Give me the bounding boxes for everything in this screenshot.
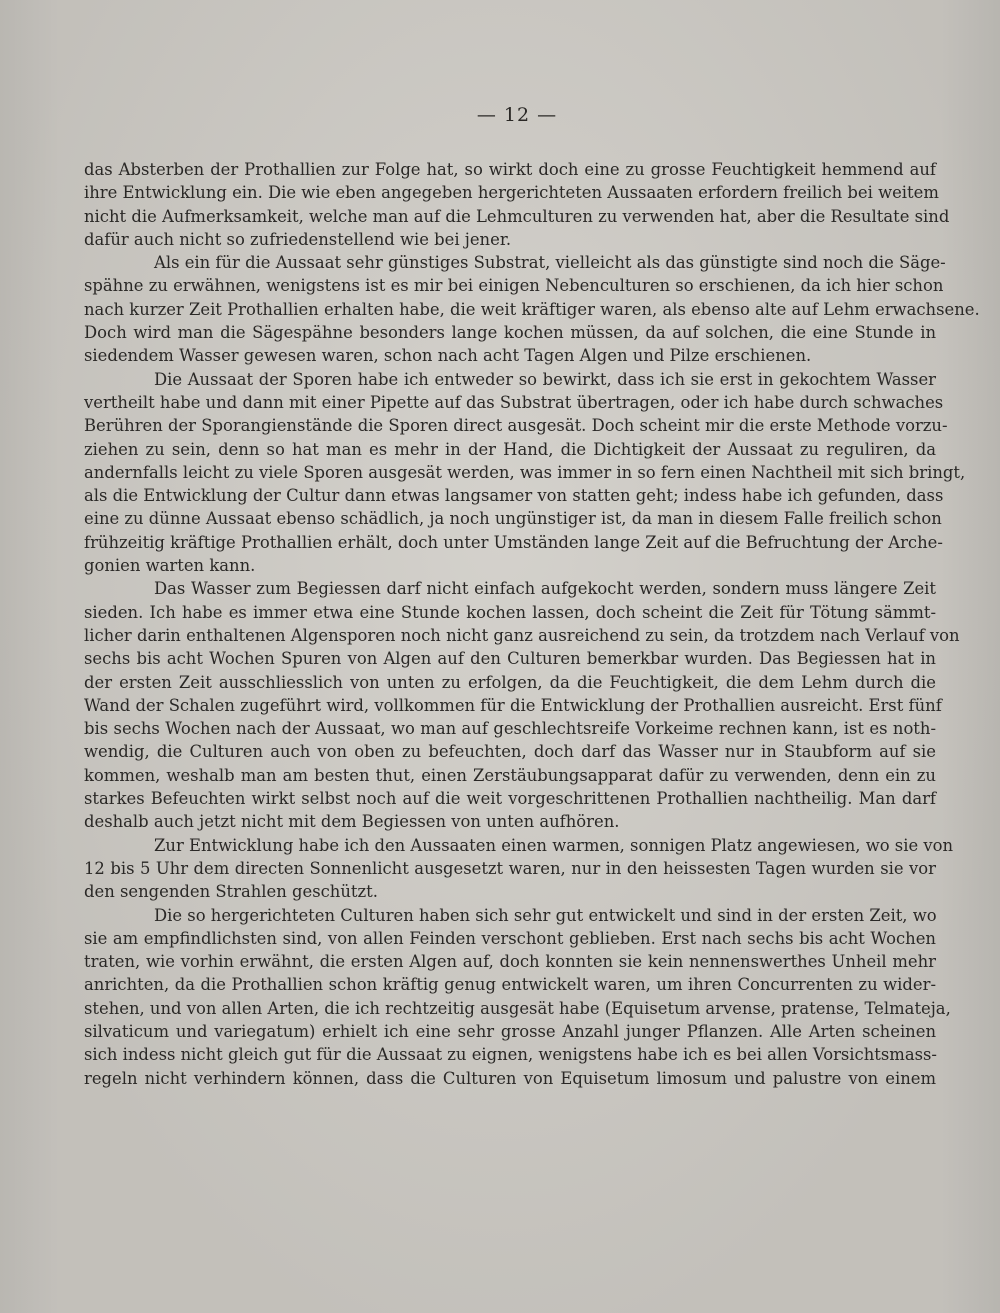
text-line: nicht die Aufmerksamkeit, welche man auf die Lehmculturen zu verwenden hat, aber die Resultate sind: [84, 206, 950, 226]
page-number: — 12 —: [476, 104, 558, 126]
text-line: ihre Entwicklung ein. Die wie eben angegeben hergerichteten Aussaaten erfordern freilich bei weitem: [84, 183, 939, 203]
text-line: regeln nicht verhindern können, dass die Culturen von Equisetum limosum und palustre von einem: [84, 1068, 936, 1088]
text-line: vertheilt habe und dann mit einer Pipette auf das Substrat übertragen, oder ich habe durch schwaches: [84, 392, 944, 412]
text-line: als die Entwicklung der Cultur dann etwas langsamer von statten geht; indess habe ich gefunden, dass: [84, 486, 944, 506]
text-line: spähne zu erwähnen, wenigstens ist es mir bei einigen Nebenculturen so erschienen, da ich hier schon: [84, 276, 944, 296]
text-line: ziehen zu sein, denn so hat man es mehr in der Hand, die Dichtigkeit der Aussaat zu reguliren, da: [84, 439, 936, 459]
text-line: sich indess nicht gleich gut für die Aussaat zu eignen, wenigstens habe ich es bei allen Vorsichtsmass-: [84, 1045, 937, 1065]
paragraph: [84, 834, 954, 904]
text-line: dafür auch nicht so zufriedenstellend wie bei jener.: [84, 229, 512, 249]
text-line: Die so hergerichteten Culturen haben sich sehr gut entwickelt und sind in der ersten Zeit, wo: [154, 905, 937, 925]
text-line: Doch wird man die Sägespähne besonders lange kochen müssen, da auf solchen, die eine Stunde in: [84, 323, 936, 343]
text-line: nach kurzer Zeit Prothallien erhalten habe, die weit kräftiger waren, als ebenso alte auf Lehm erwachsene.: [84, 299, 980, 319]
text-line: sieden. Ich habe es immer etwa eine Stunde kochen lassen, doch scheint die Zeit für Tötung sämmt-: [84, 602, 936, 622]
paragraph: [84, 158, 950, 251]
paragraph: [84, 577, 960, 833]
text-line: silvaticum und variegatum) erhielt ich eine sehr grosse Anzahl junger Pflanzen. Alle Arten scheinen: [84, 1021, 936, 1041]
paragraph: [84, 904, 951, 1090]
text-line: Zur Entwicklung habe ich den Aussaaten einen warmen, sonnigen Platz angewiesen, wo sie von: [154, 835, 954, 855]
text-line: traten, wie vorhin erwähnt, die ersten Algen auf, doch konnten sie kein nennenswerthes Unheil mehr: [84, 952, 936, 972]
text-line: Berühren der Sporangienstände die Sporen direct ausgesät. Doch scheint mir die erste Methode vorzu-: [84, 416, 948, 436]
text-line: starkes Befeuchten wirkt selbst noch auf die weit vorgeschrittenen Prothallien nachtheilig. Man darf: [84, 789, 936, 809]
text-line: bis sechs Wochen nach der Aussaat, wo man auf geschlechtsreife Vorkeime rechnen kann, ist es noth-: [84, 719, 936, 739]
text-line: der ersten Zeit ausschliesslich von unten zu erfolgen, da die Feuchtigkeit, die dem Lehm durch die: [84, 672, 936, 692]
text-line: Das Wasser zum Begiessen darf nicht einfach aufgekocht werden, sondern muss längere Zeit: [154, 579, 936, 599]
text-line: den sengenden Strahlen geschützt.: [84, 882, 378, 902]
text-line: gonien warten kann.: [84, 556, 256, 576]
text-line: anrichten, da die Prothallien schon kräftig genug entwickelt waren, um ihren Concurrenten zu wider-: [84, 975, 936, 995]
text-line: licher darin enthaltenen Algensporen noch nicht ganz ausreichend zu sein, da trotzdem nach Verlauf von: [84, 625, 960, 645]
text-line: siedendem Wasser gewesen waren, schon nach acht Tagen Algen und Pilze erschienen.: [84, 346, 812, 366]
paragraph: [84, 251, 980, 367]
text-line: stehen, und von allen Arten, die ich rechtzeitig ausgesät habe (Equisetum arvense, pratense, Telmateja,: [84, 998, 951, 1018]
text-line: Die Aussaat der Sporen habe ich entweder so bewirkt, dass ich sie erst in gekochtem Wasser: [154, 369, 936, 389]
text-line: eine zu dünne Aussaat ebenso schädlich, ja noch ungünstiger ist, da man in diesem Falle freilich schon: [84, 509, 942, 529]
text-line: 12 bis 5 Uhr dem directen Sonnenlicht ausgesetzt waren, nur in den heissesten Tagen wurden sie vor: [84, 858, 936, 878]
body-text: [84, 158, 980, 1090]
text-line: frühzeitig kräftige Prothallien erhält, doch unter Umständen lange Zeit auf die Befruchtung der Arche-: [84, 532, 943, 552]
text-line: sie am empfindlichsten sind, von allen Feinden verschont geblieben. Erst nach sechs bis acht Wochen: [84, 928, 936, 948]
text-line: Als ein für die Aussaat sehr günstiges Substrat, vielleicht als das günstigte sind noch die Säge-: [154, 253, 946, 273]
paragraph: [84, 368, 966, 578]
text-line: deshalb auch jetzt nicht mit dem Begiessen von unten aufhören.: [84, 812, 620, 832]
text-line: wendig, die Culturen auch von oben zu befeuchten, doch darf das Wasser nur in Staubform auf sie: [84, 742, 936, 762]
text-line: kommen, weshalb man am besten thut, einen Zerstäubungsapparat dafür zu verwenden, denn ein zu: [84, 765, 936, 785]
text-line: sechs bis acht Wochen Spuren von Algen auf den Culturen bemerkbar wurden. Das Begiessen hat in: [84, 649, 936, 669]
text-line: das Absterben der Prothallien zur Folge hat, so wirkt doch eine zu grosse Feuchtigkeit hemmend auf: [84, 160, 936, 179]
text-line: Wand der Schalen zugeführt wird, vollkommen für die Entwicklung der Prothallien ausreicht. Erst fünf: [84, 695, 942, 715]
text-line: andernfalls leicht zu viele Sporen ausgesät werden, was immer in so fern einen Nachtheil mit sich bringt,: [84, 462, 966, 482]
